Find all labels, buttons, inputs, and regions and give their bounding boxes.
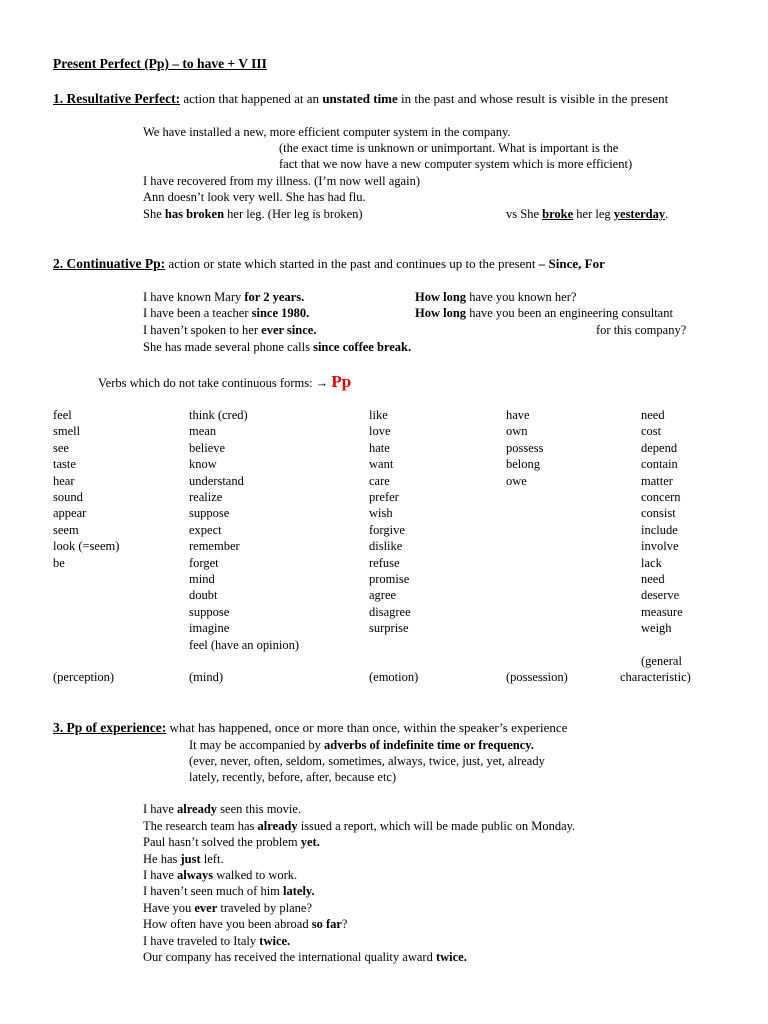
- s3-e10-b: twice.: [435, 950, 467, 964]
- verb-item: wish: [369, 506, 393, 521]
- verb-item: understand: [189, 473, 244, 488]
- verb-item: owe: [506, 473, 527, 488]
- verb-item: taste: [53, 457, 76, 472]
- verb-item: promise: [369, 572, 410, 586]
- s2-r2-b: have you been an engineering consultant: [466, 306, 673, 320]
- verb-table: [0, 407, 768, 677]
- s3-e5-c: walked to work.: [213, 868, 298, 882]
- verb-item: look (=seem): [53, 539, 120, 554]
- s3-e4-c: left.: [200, 852, 224, 866]
- s3-example-1: [143, 801, 301, 817]
- s3-e7-c: traveled by plane?: [217, 901, 313, 915]
- verb-item: suppose: [189, 604, 230, 619]
- section-2-desc-a: action or state which started in the past and continues up to the present: [165, 256, 539, 271]
- s3-example-3: [143, 834, 320, 850]
- s2-right-2: [415, 305, 673, 321]
- section-3-heading: [53, 720, 567, 736]
- verbs-intro-text: Verbs which do not take continuous forms: →: [98, 376, 329, 390]
- page-title: [53, 56, 267, 72]
- verb-item: lack: [641, 555, 662, 570]
- s3-e7-b: ever: [194, 901, 218, 915]
- verb-item: dislike: [369, 539, 403, 554]
- verb-item: weigh: [641, 621, 672, 636]
- s3-e5-a: I have: [143, 868, 178, 882]
- verb-item: cost: [641, 424, 662, 439]
- s1-example-3: Ann doesn’t look very well. She has had flu.: [143, 190, 366, 204]
- section-3-title: 3. Pp of experience:: [53, 720, 167, 735]
- verb-item: imagine: [189, 621, 230, 636]
- verb-item: refuse: [369, 555, 400, 570]
- s1-vs-e: .: [665, 207, 669, 221]
- verb-item: disagree: [369, 604, 411, 619]
- verb-item: know: [189, 457, 217, 472]
- s1-ex4-b: has broken: [164, 207, 225, 221]
- category-perception: (perception): [53, 670, 115, 684]
- s3-example-5: [143, 867, 297, 883]
- s3-example-10: [143, 949, 467, 965]
- s3-e3-b: yet.: [300, 835, 320, 849]
- verb-item: have: [506, 408, 530, 422]
- verb-item: mind: [189, 572, 215, 586]
- verb-item: think (cred): [189, 408, 248, 422]
- section-2-title: 2. Continuative Pp:: [53, 256, 166, 271]
- s3-e1-a: I have: [143, 802, 178, 816]
- s1-vs-a: vs She: [506, 207, 543, 221]
- s2-l4-b: since coffee break.: [313, 340, 412, 354]
- verb-item: feel: [53, 408, 72, 422]
- s3-e2-b: already: [257, 819, 298, 833]
- verb-item: matter: [641, 473, 673, 488]
- category-possession: (possession): [506, 670, 568, 684]
- verb-item: doubt: [189, 588, 218, 603]
- s2-line-2: [143, 305, 309, 321]
- category-mind: (mind): [189, 670, 224, 684]
- s2-l4-a: She has made several phone calls: [143, 340, 314, 354]
- s1-example-1: We have installed a new, more efficient computer system in the company.: [143, 125, 511, 139]
- verb-item: feel (have an opinion): [189, 637, 300, 652]
- verb-item: care: [369, 473, 390, 488]
- s3-e8-b: so far: [311, 917, 342, 931]
- s1-note-1: (the exact time is unknown or unimportant. What is important is the: [279, 141, 619, 155]
- verb-item: like: [369, 408, 388, 422]
- s2-l2-a: I have been a teacher: [143, 306, 252, 320]
- s3-e6-b: lately.: [283, 884, 315, 898]
- verb-item: possess: [506, 440, 544, 455]
- verb-item: include: [641, 522, 678, 537]
- s3-e1-c: seen this movie.: [217, 802, 302, 816]
- s3-sub-2: (ever, never, often, seldom, sometimes, always, twice, just, yet, already: [189, 754, 545, 768]
- verb-item: prefer: [369, 490, 399, 504]
- s2-line-3: [143, 322, 316, 338]
- section-1-desc-a: action that happened at an: [180, 91, 323, 106]
- verb-item: seem: [53, 522, 79, 537]
- s2-l1-a: I have known Mary: [143, 290, 245, 304]
- category-emotion: (emotion): [369, 670, 419, 684]
- s1-ex4-a: She: [143, 207, 165, 221]
- section-1-desc-c: in the past and whose result is visible in the present: [397, 91, 669, 106]
- verb-item: mean: [189, 424, 217, 439]
- s3-e8-c: ?: [341, 917, 348, 931]
- s3-e8-a: How often have you been abroad: [143, 917, 312, 931]
- verbs-intro: [98, 372, 351, 393]
- verb-item: love: [369, 424, 391, 439]
- section-2-desc-b: – Since, For: [538, 256, 605, 271]
- s3-e7-a: Have you: [143, 901, 195, 915]
- s3-e5-b: always: [177, 868, 214, 882]
- s3-e9-b: twice.: [259, 934, 291, 948]
- verb-item: hate: [369, 440, 390, 455]
- verb-item: appear: [53, 506, 87, 521]
- s3-e3-a: Paul hasn’t solved the problem: [143, 835, 301, 849]
- section-1-desc-b: unstated time: [322, 91, 398, 106]
- s1-ex4-c: her leg. (Her leg is broken): [224, 207, 363, 221]
- verb-item: contain: [641, 457, 678, 472]
- s3-e2-a: The research team has: [143, 819, 258, 833]
- s3-example-2: [143, 818, 575, 834]
- title-text: Present Perfect (Pp) – to have + V III: [53, 56, 267, 71]
- s3-e9-a: I have traveled to Italy: [143, 934, 260, 948]
- verb-item: deserve: [641, 588, 680, 603]
- verb-item: surprise: [369, 621, 409, 636]
- s3-e4-a: He has: [143, 852, 181, 866]
- verb-item: measure: [641, 604, 683, 619]
- section-2-heading: [53, 256, 605, 272]
- s1-example-4: [143, 206, 363, 222]
- s1-vs-c: her leg: [573, 207, 614, 221]
- s2-r1-b: have you known her?: [466, 290, 577, 304]
- s3-e10-a: Our company has received the international quality award: [143, 950, 436, 964]
- section-3-desc: what has happened, once or more than once, within the speaker’s experience: [166, 720, 568, 735]
- verb-item: concern: [641, 490, 681, 504]
- s2-line-4: [143, 339, 411, 355]
- verb-item: own: [506, 424, 528, 439]
- verb-item: need: [641, 408, 665, 422]
- verb-item: need: [641, 572, 665, 586]
- verb-item: consist: [641, 506, 676, 521]
- section-1-title: 1. Resultative Perfect:: [53, 91, 181, 106]
- s1-example-2: I have recovered from my illness. (I’m now well again): [143, 174, 420, 188]
- s3-example-8: [143, 916, 347, 932]
- verb-item: belong: [506, 457, 541, 472]
- s3-example-6: [143, 883, 315, 899]
- verb-item: realize: [189, 490, 223, 504]
- s2-l2-b: since 1980.: [251, 306, 310, 320]
- s3-sub1-b: adverbs of indefinite time or frequency.: [324, 738, 534, 752]
- verb-item: depend: [641, 440, 678, 455]
- verb-item: see: [53, 440, 69, 455]
- s1-vs-example: [506, 206, 668, 222]
- s1-vs-b: broke: [542, 207, 574, 221]
- verb-item: forget: [189, 555, 219, 570]
- verb-item: involve: [641, 539, 679, 554]
- s3-sub-3: lately, recently, before, after, because etc): [189, 770, 397, 784]
- verb-item: expect: [189, 522, 222, 537]
- s2-right-1: [415, 289, 576, 305]
- verb-item: believe: [189, 440, 226, 455]
- s2-l3-b: ever since.: [261, 323, 317, 337]
- s2-l3-a: I haven’t spoken to her: [143, 323, 262, 337]
- s1-vs-d: yesterday: [613, 207, 666, 221]
- s2-r1-a: How long: [415, 290, 467, 304]
- verb-item: want: [369, 457, 394, 472]
- verb-item: sound: [53, 490, 83, 504]
- s2-line-1: [143, 289, 304, 305]
- verb-item: agree: [369, 588, 397, 603]
- category-general-a: (general: [641, 654, 682, 668]
- s3-example-9: [143, 933, 290, 949]
- s2-right-3: for this company?: [596, 323, 687, 337]
- section-1-heading: [53, 91, 668, 107]
- verb-item: smell: [53, 424, 81, 439]
- s3-e6-a: I haven’t seen much of him: [143, 884, 284, 898]
- category-general-b: characteristic): [620, 670, 691, 684]
- s3-sub-1: [189, 737, 534, 753]
- s1-note-2: fact that we now have a new computer system which is more efficient): [279, 157, 633, 171]
- verb-item: be: [53, 555, 65, 570]
- s3-e2-c: issued a report, which will be made public on Monday.: [297, 819, 576, 833]
- s2-r2-a: How long: [415, 306, 467, 320]
- s2-l1-b: for 2 years.: [244, 290, 305, 304]
- verb-item: suppose: [189, 506, 230, 521]
- verb-item: hear: [53, 473, 75, 488]
- s3-e1-b: already: [177, 802, 218, 816]
- s3-example-4: [143, 851, 224, 867]
- s3-e4-b: just: [180, 852, 201, 866]
- verbs-pp-highlight: Pp: [331, 372, 352, 391]
- s3-sub1-a: It may be accompanied by: [189, 738, 325, 752]
- verb-item: remember: [189, 539, 240, 554]
- s3-example-7: [143, 900, 312, 916]
- verb-item: forgive: [369, 522, 405, 537]
